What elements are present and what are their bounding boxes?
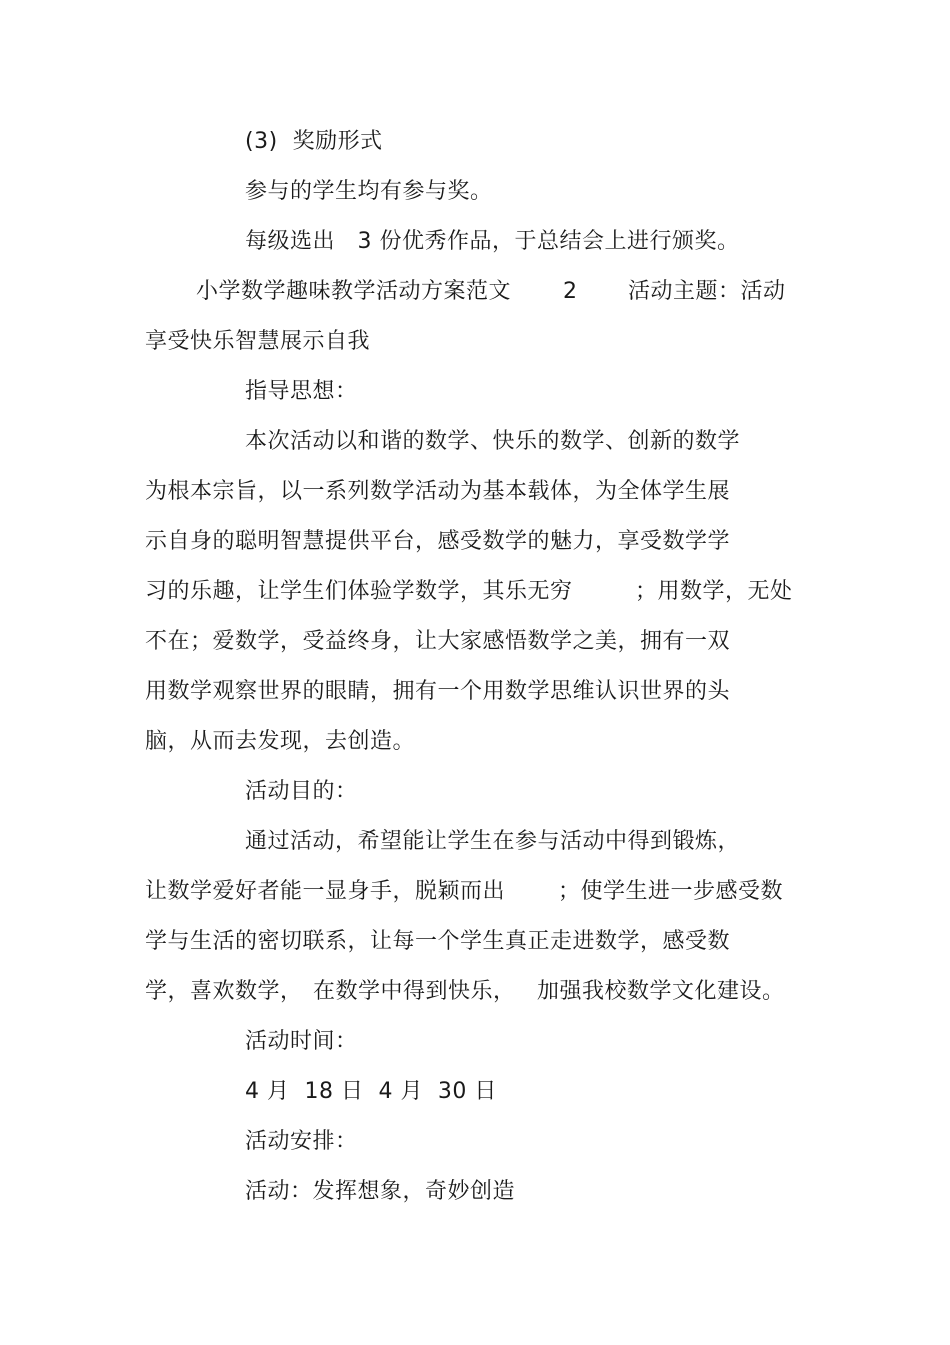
section-heading-guiding-idea: 指导思想： — [245, 379, 358, 404]
paragraph-line-segment: 加强我校数学文化建设。 — [537, 979, 785, 1004]
activity-date-range: 4 月 18 日 4 月 30 日 — [245, 1079, 497, 1104]
paragraph-line: 用数学观察世界的眼睛，拥有一个用数学思维认识世界的头 — [145, 679, 731, 704]
paragraph-line: 参与的学生均有参与奖。 — [245, 179, 493, 204]
section-heading-activity-time: 活动时间： — [245, 1029, 358, 1054]
section-heading-reward-form: (3) 奖励形式 — [245, 129, 383, 154]
section-heading-activity-schedule: 活动安排： — [245, 1129, 358, 1154]
paragraph-line: 为根本宗旨，以一系列数学活动为基本载体，为全体学生展 — [145, 479, 731, 504]
paragraph-line: 享受快乐智慧展示自我 — [145, 329, 371, 354]
paragraph-line: 活动：发挥想象，奇妙创造 — [245, 1179, 516, 1204]
paragraph-line: 脑，从而去发现，去创造。 — [145, 729, 416, 754]
paragraph-line: 不在；爱数学，受益终身，让大家感悟数学之美，拥有一双 — [145, 629, 731, 654]
title-number: 2 — [563, 279, 578, 304]
activity-theme-label: 活动主题：活动 — [628, 279, 786, 304]
paragraph-line: 通过活动，希望能让学生在参与活动中得到锻炼， — [245, 829, 741, 854]
paragraph-line-segment: 在数学中得到快乐， — [313, 979, 516, 1004]
paragraph-line-segment: ；用数学，无处 — [635, 579, 793, 604]
paragraph-line: 本次活动以和谐的数学、快乐的数学、创新的数学 — [245, 429, 741, 454]
paragraph-line: 让数学爱好者能一显身手，脱颖而出 — [145, 879, 506, 904]
paragraph-line: 每级选出 3 份优秀作品，于总结会上进行颁奖。 — [245, 229, 740, 254]
paragraph-line: 示自身的聪明智慧提供平台，感受数学的魅力，享受数学学 — [145, 529, 731, 554]
paragraph-line: 学，喜欢数学， — [145, 979, 303, 1004]
section-heading-activity-purpose: 活动目的： — [245, 779, 358, 804]
paragraph-line: 习的乐趣，让学生们体验学数学，其乐无穷 — [145, 579, 573, 604]
paragraph-line-segment: ；使学生进一步感受数 — [558, 879, 784, 904]
document-title: 小学数学趣味教学活动方案范文 — [196, 279, 512, 304]
paragraph-line: 学与生活的密切联系，让每一个学生真正走进数学，感受数 — [145, 929, 731, 954]
